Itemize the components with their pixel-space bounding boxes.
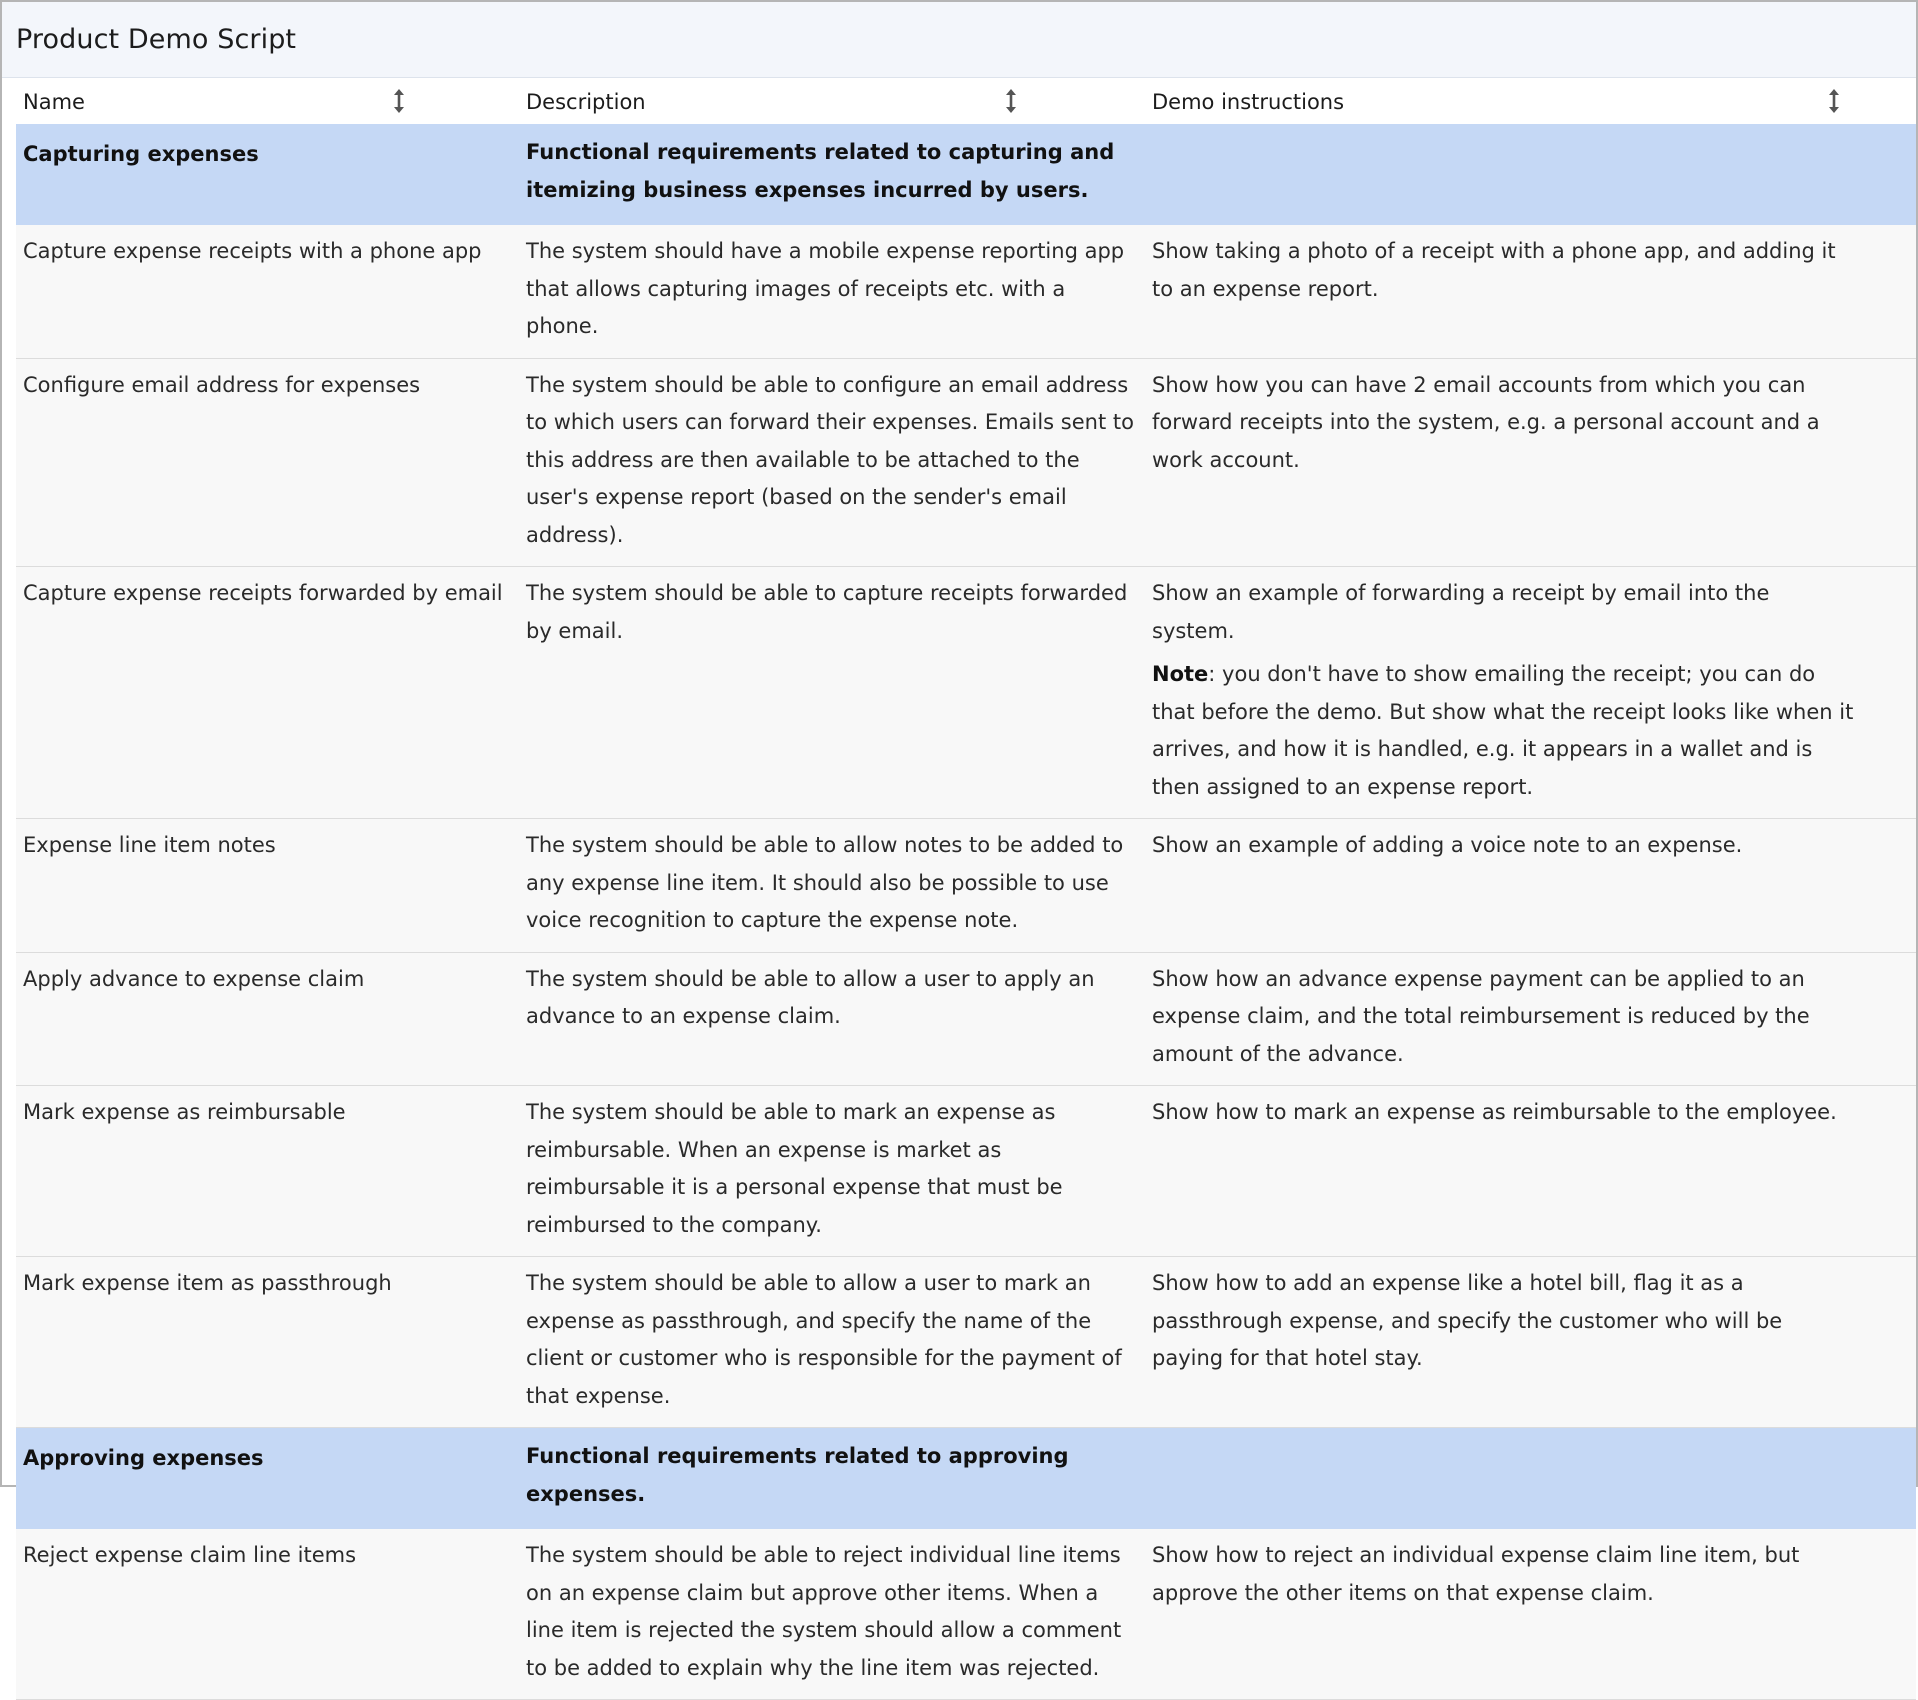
column-header-name[interactable]	[16, 80, 518, 124]
table-row[interactable]	[16, 567, 1916, 819]
row-demo-instructions	[1145, 567, 1916, 818]
row-demo-instructions: Show how to reject an individual expense claim line item, but approve the other items on that expense claim.	[1152, 1543, 1800, 1605]
row-demo-instructions: Show how to mark an expense as reimbursable to the employee.	[1152, 1100, 1837, 1124]
table-row[interactable]	[16, 225, 1916, 359]
table-row[interactable]	[16, 819, 1916, 953]
table-row[interactable]	[16, 1529, 1916, 1700]
row-description: The system should have a mobile expense reporting app that allows capturing images of receipts etc. with a phone.	[526, 239, 1125, 338]
row-name: Mark expense item as passthrough	[23, 1271, 392, 1295]
table-row[interactable]	[16, 359, 1916, 568]
row-name: Reject expense claim line items	[23, 1543, 357, 1567]
page-title: Product Demo Script	[16, 24, 297, 55]
column-header-label: Demo instructions	[1152, 90, 1345, 114]
group-name: Approving expenses	[23, 1446, 264, 1470]
row-name: Capture expense receipts with a phone app	[23, 239, 482, 263]
group-row-capturing-expenses	[16, 124, 1916, 225]
row-demo-instructions: Show how to add an expense like a hotel bill, flag it as a passthrough expense, and specify the customer who will be paying for that hotel stay.	[1152, 1271, 1783, 1370]
table-header	[16, 80, 1916, 124]
note-label: Note	[1152, 662, 1209, 686]
table-row[interactable]	[16, 1257, 1916, 1428]
group-demo	[1145, 1428, 1916, 1529]
row-name: Apply advance to expense claim	[23, 966, 365, 991]
demo-script-table	[16, 80, 1916, 1700]
row-name: Expense line item notes	[23, 833, 276, 857]
sort-up-down-icon[interactable]	[392, 88, 406, 114]
group-demo	[1145, 124, 1916, 225]
row-description: The system should be able to allow a user to mark an expense as passthrough, and specify the name of the client or customer who is responsible for the payment of that expense.	[526, 1271, 1122, 1408]
group-description: Functional requirements related to capturing and itemizing business expenses incurred by users.	[526, 140, 1115, 202]
title-bar	[2, 2, 1916, 78]
table-row[interactable]	[16, 953, 1916, 1087]
column-header-label: Description	[526, 90, 646, 114]
sort-up-down-icon[interactable]	[1004, 88, 1018, 114]
demo-text: Show an example of forwarding a receipt by email into the system.	[1152, 581, 1770, 643]
sort-up-down-icon[interactable]	[1827, 88, 1841, 114]
row-description: The system should be able to mark an expense as reimbursable. When an expense is market as reimbursable it is a personal expense that must be reimbursed to the company.	[526, 1100, 1063, 1237]
row-description: The system should be able to allow notes to be added to any expense line item. It should also be possible to use voice recognition to capture the expense note.	[526, 833, 1124, 932]
row-demo-instructions: Show an example of adding a voice note to an expense.	[1152, 833, 1743, 857]
note-text: : you don't have to show emailing the receipt; you can do that before the demo. But show what the receipt looks like when it arrives, and how it is handled, e.g. it appears in a wallet and is then assigned to an expense report.	[1152, 662, 1854, 799]
column-header-label: Name	[23, 90, 85, 114]
demo-note	[1152, 656, 1856, 806]
table-row[interactable]	[16, 1086, 1916, 1257]
row-demo-instructions: Show how you can have 2 email accounts from which you can forward receipts into the system, e.g. a personal account and a work account.	[1152, 372, 1820, 472]
row-name: Capture expense receipts forwarded by email	[23, 581, 503, 605]
column-header-demo-instructions[interactable]	[1145, 80, 1916, 124]
group-description: Functional requirements related to approving expenses.	[526, 1444, 1069, 1506]
row-description: The system should be able to allow a user to apply an advance to an expense claim.	[526, 966, 1095, 1028]
group-name: Capturing expenses	[23, 142, 259, 166]
column-header-description[interactable]	[518, 80, 1145, 124]
group-row-approving-expenses	[16, 1428, 1916, 1529]
row-description: The system should be able to capture receipts forwarded by email.	[526, 581, 1128, 643]
row-name: Configure email address for expenses	[23, 372, 421, 397]
row-name: Mark expense as reimbursable	[23, 1100, 346, 1124]
row-demo-instructions: Show taking a photo of a receipt with a phone app, and adding it to an expense report.	[1152, 239, 1836, 301]
row-demo-instructions: Show how an advance expense payment can be applied to an expense claim, and the total reimbursement is reduced by the amount of the advance.	[1152, 966, 1810, 1066]
row-description: The system should be able to configure an email address to which users can forward their expenses. Emails sent to this address are then available to be attached to the user's expense report (based on the sender's email address).	[526, 372, 1134, 547]
row-description: The system should be able to reject individual line items on an expense claim but approve other items. When a line item is rejected the system should allow a comment to be added to explain why the line item was rejected.	[526, 1543, 1122, 1680]
